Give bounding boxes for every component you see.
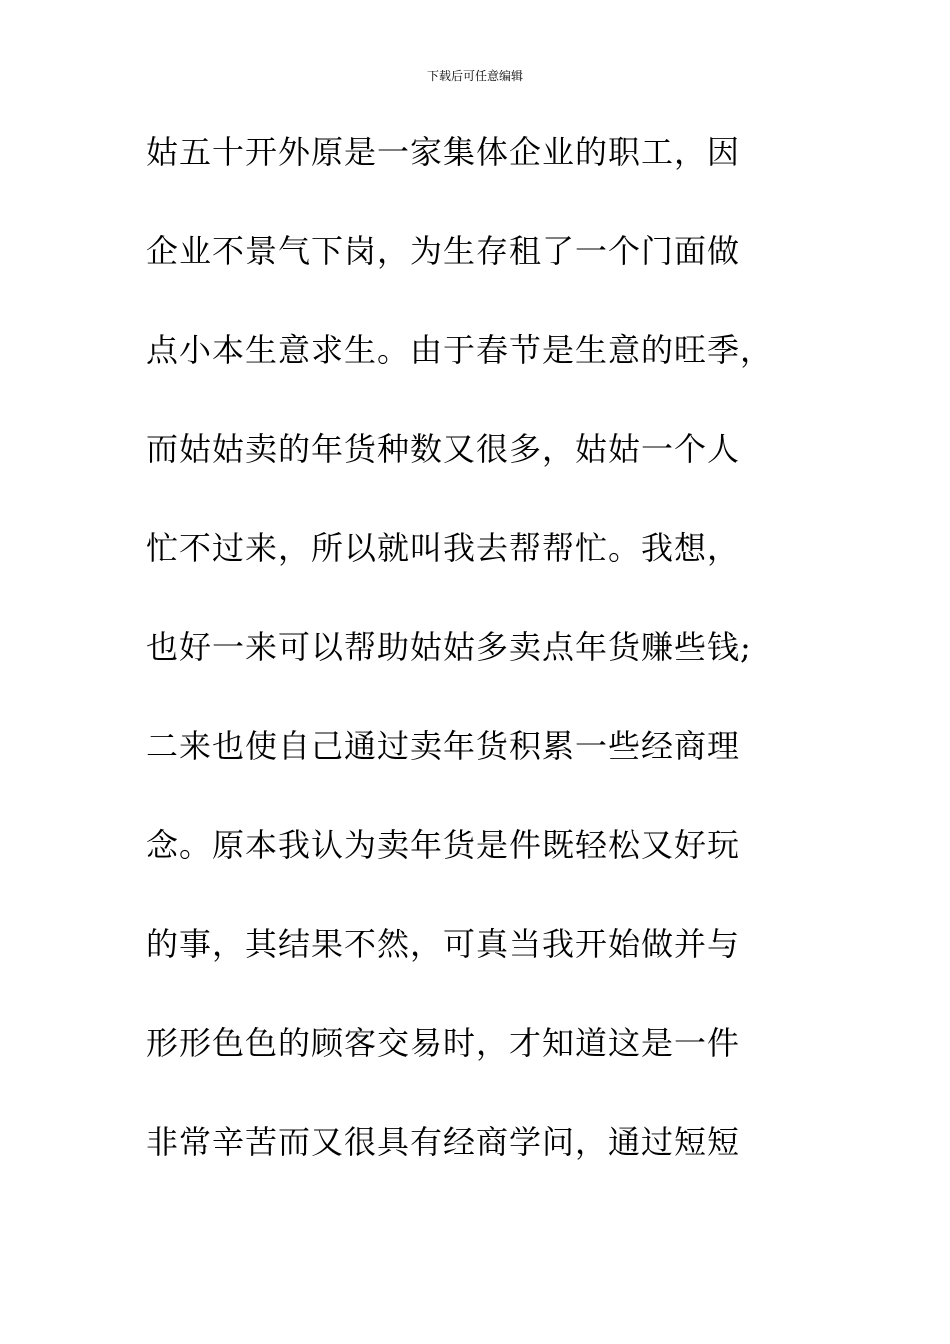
- text-line: 形形色色的顾客交易时，才知道这是一件: [146, 1024, 741, 1062]
- text-line: 姑五十开外原是一家集体企业的职工，因: [146, 133, 741, 171]
- text-line: 非常辛苦而又很具有经商学问，通过短短: [146, 1123, 741, 1161]
- text-line: 企业不景气下岗，为生存租了一个门面做: [146, 232, 741, 270]
- page-header: 下载后可任意编辑: [426, 69, 523, 83]
- text-line: 的事，其结果不然，可真当我开始做并与: [146, 925, 741, 963]
- text-line: 而姑姑卖的年货种数又很多，姑姑一个人: [146, 430, 741, 468]
- text-line: 也好一来可以帮助姑姑多卖点年货赚些钱;: [146, 628, 752, 666]
- body-text: [146, 126, 826, 1215]
- text-line: 念。原本我认为卖年货是件既轻松又好玩: [146, 826, 741, 864]
- text-line: 二来也使自己通过卖年货积累一些经商理: [146, 727, 741, 765]
- text-line: 点小本生意求生。由于春节是生意的旺季，: [146, 331, 774, 369]
- text-line: 忙不过来，所以就叫我去帮帮忙。我想，: [146, 529, 741, 567]
